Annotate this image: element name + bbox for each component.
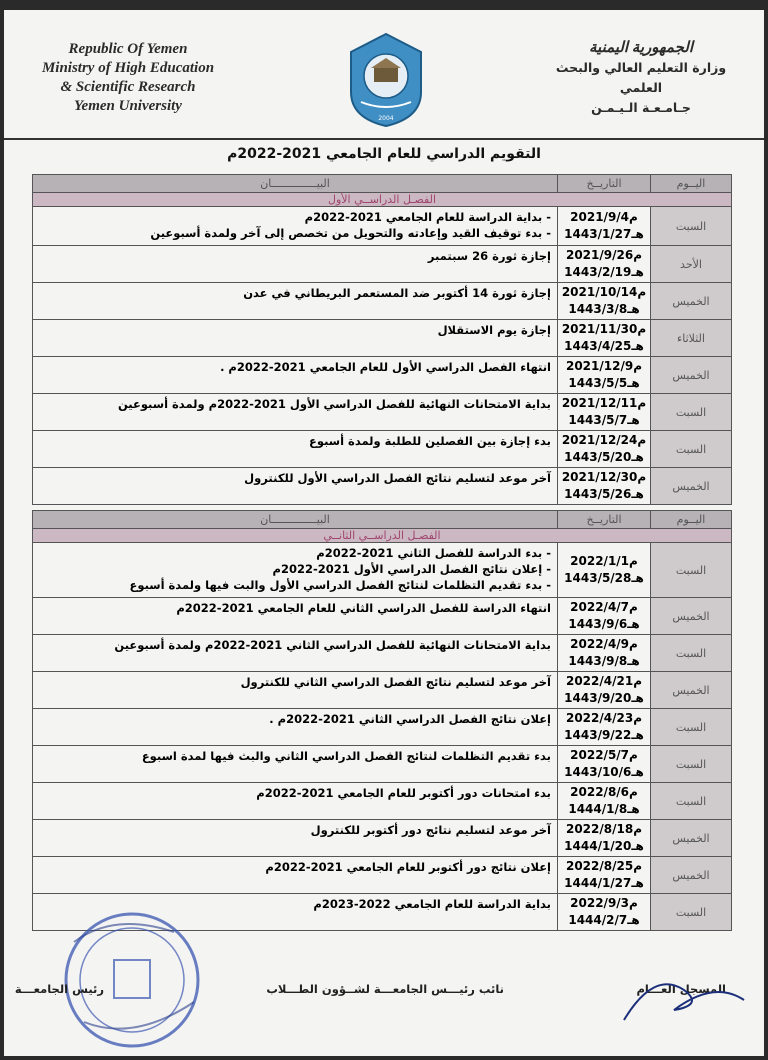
- date-hijri: 1443/9/20هـ: [564, 691, 644, 705]
- date-cell: [558, 635, 651, 672]
- day-cell: الأحد: [651, 246, 732, 283]
- description-line: بدء تقديم التظلمات لنتائج الفصل الدراسي الثاني والبث فيها لمدة اسبوع: [141, 749, 551, 763]
- description-cell: [33, 357, 558, 394]
- signature-vice-president: نائب رئيـــس الجامعـــة لشــؤون الطـــلاب: [266, 982, 504, 996]
- description-cell: [33, 709, 558, 746]
- table-row: [33, 320, 732, 357]
- date-cell: [558, 598, 651, 635]
- description-line: - بداية الدراسة للعام الجامعي 2021-2022م: [304, 210, 551, 224]
- date-cell: [558, 320, 651, 357]
- signature-president: رئيس الجامعـــة: [14, 982, 104, 996]
- semester1-table: [32, 174, 732, 505]
- letterhead: [4, 10, 764, 140]
- date-hijri: 1444/1/8هـ: [568, 802, 640, 816]
- description-line: - بدء الدراسة للفصل الثاني 2021-2022م: [316, 546, 551, 560]
- date-gregorian: 2021/11/30م: [561, 322, 647, 336]
- date-gregorian: 2021/9/26م: [565, 248, 642, 262]
- letterhead-line: Yemen University: [74, 98, 182, 114]
- description-line: - بدء توقيف القيد وإعادته والتحويل من تخصص إلى آخر ولمدة أسبوعين: [150, 226, 551, 240]
- description-line: انتهاء الدراسة للفصل الدراسي الثاني للعام الجامعي 2021-2022م: [176, 601, 551, 615]
- description-line: بدء إجازة بين الفصلين للطلبة ولمدة أسبوع: [309, 434, 551, 448]
- date-hijri: 1444/1/20هـ: [564, 839, 644, 853]
- description-cell: [33, 320, 558, 357]
- semester2-label: الفصـل الدراســي الثانــي: [33, 529, 732, 543]
- description-line: بداية الامتحانات النهائية للفصل الدراسي الأول 2021-2022م ولمدة أسبوعين: [117, 397, 551, 411]
- table-row: [33, 394, 732, 431]
- description-line: إعلان نتائج دور أكتوبر للعام الجامعي 2021-2022م: [265, 860, 551, 874]
- date-hijri: 1443/5/7هـ: [568, 413, 640, 427]
- description-cell: [33, 468, 558, 505]
- description-cell: [33, 598, 558, 635]
- table-row: [33, 635, 732, 672]
- semester1-label: الفصـل الدراســي الأول: [33, 193, 732, 207]
- date-hijri: 1444/1/27هـ: [564, 876, 644, 890]
- table-row: [33, 820, 732, 857]
- description-line: بداية الدراسة للعام الجامعي 2022-2023م: [313, 897, 551, 911]
- day-cell: السبت: [651, 783, 732, 820]
- column-header-date: التاريــخ: [558, 175, 651, 193]
- description-line: آخر موعد لتسليم نتائج دور أكتوبر للكنترول: [310, 823, 551, 837]
- table-row: [33, 543, 732, 598]
- table-row: [33, 857, 732, 894]
- page-title: التقويم الدراسي للعام الجامعي 2021-2022م: [227, 146, 541, 162]
- table-row: [33, 746, 732, 783]
- date-cell: [558, 394, 651, 431]
- table-row: [33, 709, 732, 746]
- day-cell: السبت: [651, 635, 732, 672]
- table-row: [33, 283, 732, 320]
- table-row: [33, 783, 732, 820]
- date-gregorian: 2022/8/25م: [565, 859, 642, 873]
- date-gregorian: 2022/5/7م: [570, 748, 638, 762]
- letterhead-line: Republic Of Yemen: [68, 41, 188, 57]
- description-cell: [33, 394, 558, 431]
- day-cell: السبت: [651, 543, 732, 598]
- description-line: انتهاء الفصل الدراسي الأول للعام الجامعي 2021-2022م .: [220, 360, 551, 374]
- description-line: - إعلان نتائج الفصل الدراسي الأول 2021-2022م: [272, 562, 551, 576]
- date-hijri: 1443/5/28هـ: [564, 571, 644, 585]
- description-line: إعلان نتائج الفصل الدراسي الثاني 2021-2022م .: [269, 712, 551, 726]
- day-cell: الخميس: [651, 857, 732, 894]
- date-cell: [558, 820, 651, 857]
- description-line: آخر موعد لتسليم نتائج الفصل الدراسي الأول للكنترول: [244, 471, 551, 485]
- date-cell: [558, 468, 651, 505]
- letterhead-line: Ministry of High Education: [41, 60, 215, 76]
- day-cell: الخميس: [651, 283, 732, 320]
- column-header-desc: البيــــــــــــــان: [33, 175, 558, 193]
- date-cell: [558, 746, 651, 783]
- description-cell: [33, 246, 558, 283]
- date-gregorian: 2022/4/23م: [565, 711, 642, 725]
- description-cell: [33, 283, 558, 320]
- date-gregorian: 2022/9/3م: [570, 896, 638, 910]
- handwritten-signature: [614, 950, 754, 1030]
- table-row: [33, 672, 732, 709]
- date-hijri: 1443/4/25هـ: [564, 339, 644, 353]
- description-line: بداية الامتحانات النهائية للفصل الدراسي الثاني 2021-2022م ولمدة أسبوعين: [114, 638, 551, 652]
- date-gregorian: 2021/12/30م: [561, 470, 647, 484]
- date-hijri: 1443/5/5هـ: [568, 376, 640, 390]
- description-line: - بدء تقديم التظلمات لنتائج الفصل الدراسي الأول والبت فيها ولمدة أسبوع: [129, 578, 551, 592]
- description-cell: [33, 431, 558, 468]
- description-cell: [33, 207, 558, 246]
- column-header-desc: البيــــــــــــــان: [33, 511, 558, 529]
- table-row: [33, 246, 732, 283]
- description-cell: [33, 543, 558, 598]
- university-logo: [347, 32, 425, 128]
- description-line: بدء امتحانات دور أكتوبر للعام الجامعي 2021-2022م: [256, 786, 551, 800]
- column-header-day: اليــوم: [651, 175, 732, 193]
- description-line: إجازة ثورة 14 أكتوبر ضد المستعمر البريطاني في عدن: [243, 286, 551, 300]
- description-cell: [33, 746, 558, 783]
- column-header-date: التاريــخ: [558, 511, 651, 529]
- signature-registrar: المسجل العـــام: [636, 982, 726, 996]
- date-gregorian: 2021/10/14م: [561, 285, 647, 299]
- letterhead-line: وزارة التعليم العالي والبحث العلمي: [555, 60, 727, 95]
- day-cell: الخميس: [651, 820, 732, 857]
- date-cell: [558, 783, 651, 820]
- date-cell: [558, 672, 651, 709]
- day-cell: السبت: [651, 431, 732, 468]
- day-cell: السبت: [651, 746, 732, 783]
- description-cell: [33, 635, 558, 672]
- semester2-table: [32, 510, 732, 931]
- letterhead-line: الجمهورية اليمنية: [589, 40, 693, 56]
- document-page: [4, 10, 764, 1056]
- day-cell: الخميس: [651, 672, 732, 709]
- description-line: إجازة ثورة 26 سبتمبر: [427, 249, 551, 263]
- date-cell: [558, 709, 651, 746]
- date-gregorian: 2021/12/9م: [565, 359, 642, 373]
- table-row: [33, 357, 732, 394]
- date-hijri: 1443/5/26هـ: [564, 487, 644, 501]
- table-row: [33, 207, 732, 246]
- date-gregorian: 2022/4/9م: [570, 637, 638, 651]
- description-cell: [33, 820, 558, 857]
- date-cell: [558, 283, 651, 320]
- date-gregorian: 2022/8/6م: [570, 785, 638, 799]
- day-cell: السبت: [651, 394, 732, 431]
- svg-text:2004: 2004: [378, 115, 394, 122]
- table-row: [33, 431, 732, 468]
- date-cell: [558, 857, 651, 894]
- day-cell: الثلاثاء: [651, 320, 732, 357]
- table-row: [33, 598, 732, 635]
- date-cell: [558, 357, 651, 394]
- date-gregorian: 2021/12/24م: [561, 433, 647, 447]
- date-cell: [558, 894, 651, 931]
- letterhead-arabic: [536, 38, 746, 118]
- date-hijri: 1443/5/20هـ: [564, 450, 644, 464]
- date-hijri: 1443/9/22هـ: [564, 728, 644, 742]
- day-cell: السبت: [651, 894, 732, 931]
- letterhead-line: & Scientific Research: [60, 79, 196, 95]
- description-cell: [33, 783, 558, 820]
- day-cell: السبت: [651, 207, 732, 246]
- date-gregorian: 2022/8/18م: [565, 822, 642, 836]
- day-cell: الخميس: [651, 357, 732, 394]
- description-line: إجازة يوم الاستقلال: [437, 323, 551, 337]
- date-hijri: 1443/2/19هـ: [564, 265, 644, 279]
- date-cell: [558, 431, 651, 468]
- description-cell: [33, 672, 558, 709]
- date-gregorian: 2022/4/7م: [570, 600, 638, 614]
- date-gregorian: 2022/4/21م: [565, 674, 642, 688]
- date-hijri: 1443/9/8هـ: [568, 654, 640, 668]
- day-cell: الخميس: [651, 468, 732, 505]
- letterhead-line: جـامـعـة الـيـمـن: [591, 100, 691, 115]
- date-gregorian: 2022/1/1م: [570, 554, 638, 568]
- letterhead-english: [18, 40, 238, 116]
- description-cell: [33, 857, 558, 894]
- description-line: آخر موعد لتسليم نتائج الفصل الدراسي الثاني للكنترول: [240, 675, 551, 689]
- day-cell: السبت: [651, 709, 732, 746]
- date-hijri: 1444/2/7هـ: [568, 913, 640, 927]
- date-hijri: 1443/9/6هـ: [568, 617, 640, 631]
- date-cell: [558, 246, 651, 283]
- date-hijri: 1443/10/6هـ: [564, 765, 644, 779]
- date-hijri: 1443/1/27هـ: [564, 227, 644, 241]
- date-cell: [558, 207, 651, 246]
- date-hijri: 1443/3/8هـ: [568, 302, 640, 316]
- column-header-day: اليــوم: [651, 511, 732, 529]
- table-row: [33, 468, 732, 505]
- date-gregorian: 2021/12/11م: [561, 396, 647, 410]
- day-cell: الخميس: [651, 598, 732, 635]
- date-gregorian: 2021/9/4م: [570, 210, 638, 224]
- date-cell: [558, 543, 651, 598]
